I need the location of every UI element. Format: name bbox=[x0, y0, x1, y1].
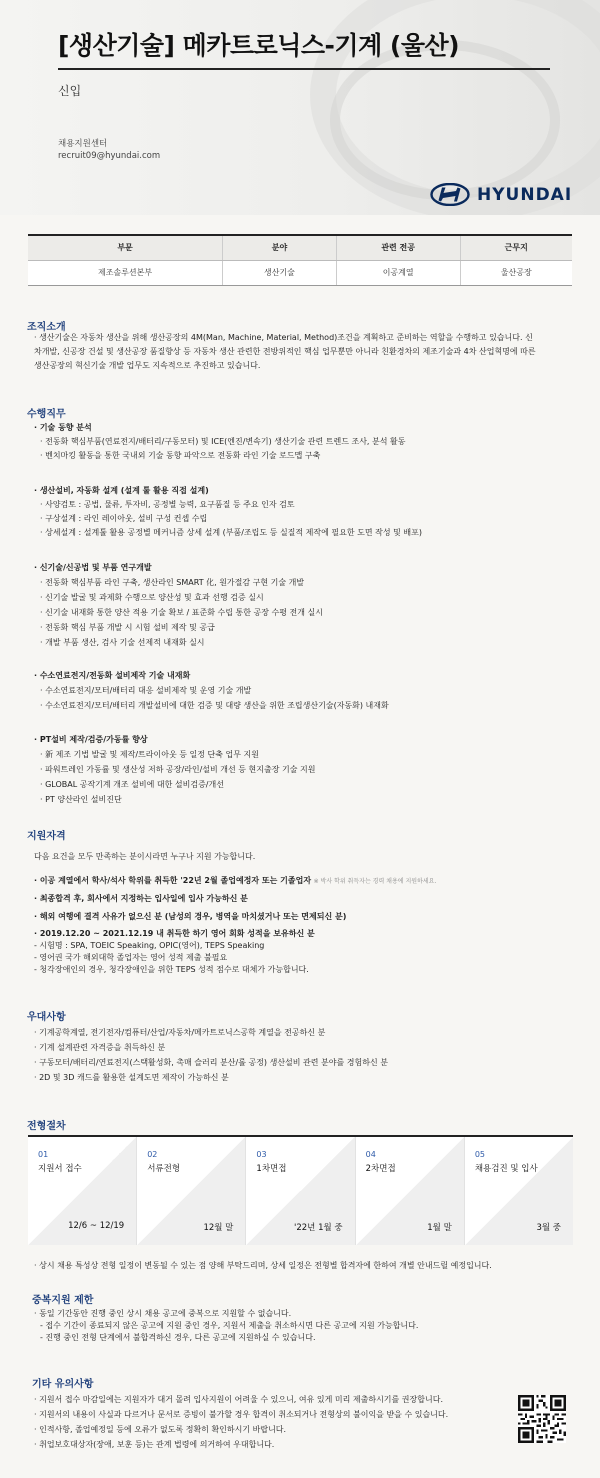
process-step bbox=[246, 1137, 355, 1245]
step-name: 1차면접 bbox=[256, 1164, 287, 1174]
process-note: · 상시 채용 특성상 전형 일정이 변동될 수 있는 점 양해 부탁드리며, 상세 일정은 전형별 합격자에 한하여 개별 안내드릴 예정입니다. bbox=[34, 1261, 492, 1270]
process-step bbox=[465, 1137, 573, 1245]
org-line: 차개발, 신공장 건설 및 생산공장 품질향상 등 자동차 생산 관련한 전방위적인 핵심 업무뿐만 아니라 친환경차의 제조기술과 4차 산업혁명에 따른 bbox=[34, 347, 536, 356]
etc-line: · 지원서의 내용이 사실과 다르거나 문서로 증빙이 불가할 경우 합격이 취소되거나 전형상의 불이익을 받을 수 있습니다. bbox=[34, 1410, 449, 1419]
position-info-table bbox=[28, 234, 572, 286]
duty-group-title: · 수소연료전지/전동화 설비제작 기술 내재화 bbox=[34, 671, 191, 680]
section-heading-duplicate: 중복지원 제한 bbox=[32, 1295, 94, 1306]
duplicate-list bbox=[34, 1308, 574, 1344]
contact-info bbox=[58, 138, 160, 162]
duty-item: · 전동화 핵심부품(연료전지/배터리/구동모터) 및 ICE(엔진/변속기) 생산기술 관련 트렌드 조사, 분석 활동 bbox=[40, 437, 406, 446]
step-date: '22년 1월 중 bbox=[294, 1223, 343, 1233]
preferred-item: · 기계 설계관련 자격증을 취득하신 분 bbox=[34, 1043, 166, 1052]
step-number: 04 bbox=[365, 1150, 376, 1159]
process-step bbox=[356, 1137, 465, 1245]
qualification-sub: - 시험명 : SPA, TOEIC Speaking, OPIC(영어), TEPS Speaking bbox=[34, 941, 265, 950]
process-step bbox=[137, 1137, 246, 1245]
section-heading-qualifications: 지원자격 bbox=[27, 831, 66, 842]
step-name: 지원서 접수 bbox=[38, 1164, 82, 1174]
duty-group bbox=[34, 669, 574, 713]
duty-item: · 전동화 핵심 부품 개발 시 시험 설비 제작 및 공급 bbox=[40, 623, 215, 632]
section-heading-etc: 기타 유의사항 bbox=[32, 1379, 94, 1390]
logo-text: HYUNDAI bbox=[477, 184, 573, 205]
duty-group-title: · 기술 동향 분석 bbox=[34, 423, 92, 432]
hyundai-logo bbox=[430, 183, 572, 206]
table-header-row bbox=[28, 235, 572, 260]
table-cell: 제조솔루션본부 bbox=[28, 260, 223, 285]
duty-item: · GLOBAL 공작기계 개조 설비에 대한 설비검증/개선 bbox=[40, 780, 224, 789]
qualification-text: · 2019.12.20 ~ 2021.12.19 내 취득한 하기 영어 회화 성적을 보유하신 분 bbox=[34, 929, 315, 938]
duty-group-title: · 신기술/신공법 및 부품 연구개발 bbox=[34, 563, 152, 572]
step-number: 03 bbox=[256, 1150, 267, 1159]
qualification-text: · 이공 계열에서 학사/석사 학위를 취득한 '22년 2월 졸업예정자 또는 기졸업자 bbox=[34, 876, 312, 885]
duplicate-line: - 진행 중인 전형 단계에서 불합격하신 경우, 다른 공고에 지원하실 수 있습니다. bbox=[40, 1333, 316, 1342]
step-date: 1월 말 bbox=[427, 1223, 452, 1233]
duty-group bbox=[34, 484, 574, 540]
org-line: 생산공장의 혁신기술 개발 업무도 지속적으로 추진하고 있습니다. bbox=[34, 361, 261, 370]
duty-item: · 벤치마킹 활동을 통한 국내외 기술 동향 파악으로 전동화 라인 기술 로드맵 구축 bbox=[40, 451, 321, 460]
duty-item: · 파워트레인 가동률 및 생산성 저하 공장/라인/설비 개선 등 현지출장 기술 지원 bbox=[40, 765, 316, 774]
qualification-item bbox=[34, 928, 574, 976]
duty-item: · 신기술 내재화 통한 양산 적용 기술 확보 / 표준화 수립 통한 공장 수평 전개 실시 bbox=[40, 608, 323, 617]
duty-item: · 구상설계 : 라인 레이아웃, 설비 구성 컨셉 수립 bbox=[40, 514, 208, 523]
step-number: 01 bbox=[38, 1150, 49, 1159]
preferred-item: · 2D 및 3D 캐드를 활용한 설계도면 제작이 가능하신 분 bbox=[34, 1073, 229, 1082]
duty-item: · 수소연료전지/모터/배터리 개발설비에 대한 검증 및 대량 생산을 위한 조립생산기술(자동화) 내재화 bbox=[40, 701, 389, 710]
org-description bbox=[34, 331, 574, 373]
duty-item: · 전동화 핵심부품 라인 구축, 생산라인 SMART 化, 원가절감 구현 기술 개발 bbox=[40, 578, 305, 587]
qualification-intro: 다음 요건을 모두 만족하는 분이시라면 누구나 지원 가능합니다. bbox=[34, 852, 256, 861]
qr-code[interactable] bbox=[518, 1395, 566, 1443]
preferred-item: · 기계공학계열, 전기전자/컴퓨터/산업/자동차/메카트로닉스공학 계열을 전공하신 분 bbox=[34, 1028, 326, 1037]
step-date: 12월 말 bbox=[203, 1223, 234, 1233]
table-cell: 이공계열 bbox=[336, 260, 460, 285]
step-date: 12/6 ~ 12/19 bbox=[68, 1221, 125, 1231]
qualification-sub: - 영어권 국가 해외대학 졸업자는 영어 성적 제출 불필요 bbox=[34, 953, 228, 962]
duty-item: · 사양검토 : 공법, 물류, 투자비, 공정별 능력, 요구품질 등 주요 인자 검토 bbox=[40, 500, 295, 509]
contact-name: 채용지원센터 bbox=[58, 139, 108, 149]
duplicate-line: - 접수 기간이 종료되지 않은 공고에 지원 중인 경우, 지원서 제출을 취소하시면 다른 공고에 지원 가능합니다. bbox=[40, 1321, 419, 1330]
header-banner bbox=[0, 0, 600, 215]
etc-list bbox=[34, 1392, 514, 1452]
duty-group-title: · PT설비 제작/검증/가동률 향상 bbox=[34, 735, 148, 744]
title-divider bbox=[58, 68, 550, 70]
duty-item: · 상세설계 : 설계툴 활용 공정별 메커니즘 상세 설계 (부품/조립도 등 실질적 제작에 필요한 도면 작성 및 배포) bbox=[40, 528, 422, 537]
duty-item: · PT 양산라인 설비진단 bbox=[40, 795, 122, 804]
duty-group bbox=[34, 733, 574, 807]
step-number: 02 bbox=[147, 1150, 158, 1159]
process-step bbox=[28, 1137, 137, 1245]
step-name: 2차면접 bbox=[365, 1164, 396, 1174]
duty-item: · 개발 부품 생산, 검사 기술 선제적 내재화 실시 bbox=[40, 638, 205, 647]
qualification-item: · 해외 여행에 결격 사유가 없으신 분 (남성의 경우, 병역을 마치셨거나 또는 면제되신 분) bbox=[34, 912, 347, 921]
table-cell: 생산기술 bbox=[223, 260, 337, 285]
car-background-graphic-inner bbox=[330, 40, 560, 200]
qualification-item bbox=[34, 874, 574, 889]
duty-group-title: · 생산설비, 자동화 설계 (설계 툴 활용 직접 설계) bbox=[34, 486, 209, 495]
duty-item: · 新 제조 기법 발굴 및 제작/트라이아웃 등 일정 단축 업무 지원 bbox=[40, 750, 259, 759]
table-header: 분야 bbox=[223, 235, 337, 260]
etc-line: · 지원서 접수 마감일에는 지원자가 대거 몰려 입사지원이 어려울 수 있으니, 여유 있게 미리 제출하시기를 권장합니다. bbox=[34, 1395, 443, 1404]
step-number: 05 bbox=[474, 1150, 485, 1159]
page-title: [생산기술] 메카트로닉스-기계 (울산) bbox=[58, 31, 460, 60]
table-cell: 울산공장 bbox=[460, 260, 572, 285]
qualification-note: ※ 박사 학위 취득자는 경력 채용에 지원하세요. bbox=[313, 878, 437, 885]
hyundai-h-icon bbox=[430, 183, 470, 206]
section-heading-process: 전형절차 bbox=[27, 1121, 66, 1132]
table-header: 부문 bbox=[28, 235, 223, 260]
process-steps bbox=[28, 1135, 573, 1245]
duty-group bbox=[34, 561, 574, 650]
qualification-sub: - 청각장애인의 경우, 청각장애인을 위한 TEPS 성적 점수로 대체가 가능합니다. bbox=[34, 965, 309, 974]
duty-item: · 수소연료전지/모터/배터리 대응 설비제작 및 운영 기술 개발 bbox=[40, 686, 252, 695]
step-name: 서류전형 bbox=[147, 1164, 181, 1174]
step-date: 3월 중 bbox=[536, 1223, 562, 1233]
duty-group bbox=[34, 421, 574, 463]
employment-type: 신입 bbox=[58, 84, 82, 98]
section-heading-preferred: 우대사항 bbox=[27, 1012, 66, 1023]
table-header: 근무지 bbox=[460, 235, 572, 260]
duty-item: · 신기술 발굴 및 과제화 수행으로 양산성 및 효과 선행 검증 실시 bbox=[40, 593, 264, 602]
table-row bbox=[28, 260, 572, 285]
preferred-list bbox=[34, 1025, 574, 1085]
preferred-item: · 구동모터/배터리/연료전지(스택활성화, 촉매 슬러리 분산/롤 공정) 생산설비 관련 분야를 경험하신 분 bbox=[34, 1058, 388, 1067]
section-heading-org: 조직소개 bbox=[27, 322, 66, 333]
step-name: 채용검진 및 입사 bbox=[474, 1164, 538, 1174]
duplicate-line: · 동일 기간동안 진행 중인 상시 채용 공고에 중복으로 지원할 수 없습니다. bbox=[34, 1309, 292, 1318]
table-header: 관련 전공 bbox=[336, 235, 460, 260]
etc-line: · 취업보호대상자(장애, 보훈 등)는 관계 법령에 의거하여 우대합니다. bbox=[34, 1440, 275, 1449]
org-line: · 생산기술은 자동차 생산을 위해 생산공장의 4M(Man, Machine, Material, Method)조건을 계획하고 준비하는 역할을 수행하고 있습니다. 신 bbox=[34, 333, 533, 342]
qualification-item: · 최종합격 후, 회사에서 지정하는 입사일에 입사 가능하신 분 bbox=[34, 894, 248, 903]
section-heading-duties: 수행직무 bbox=[27, 409, 66, 420]
contact-email[interactable]: recruit09@hyundai.com bbox=[58, 151, 161, 161]
etc-line: · 인적사항, 졸업예정일 등에 오류가 없도록 정확히 확인하시기 바랍니다. bbox=[34, 1425, 287, 1434]
